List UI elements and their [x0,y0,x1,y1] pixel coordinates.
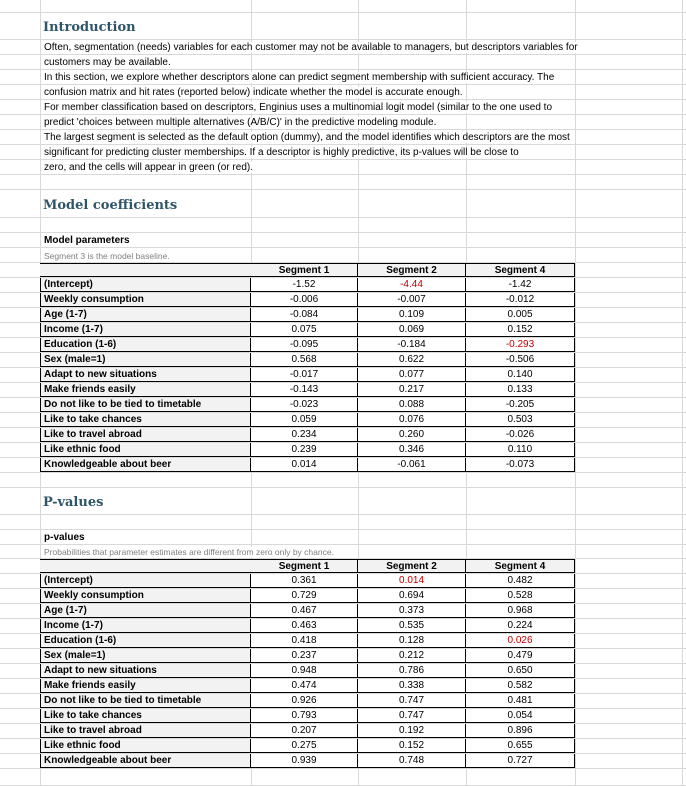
value-cell[interactable]: 0.479 [466,649,575,663]
value-cell[interactable]: 0.694 [358,589,466,603]
intro-text-row [0,85,686,100]
section-heading: Introduction [43,20,136,35]
intro-text-row [0,70,686,85]
value-cell[interactable]: 0.582 [466,679,575,693]
value-cell[interactable]: 0.152 [358,739,466,753]
value-cell[interactable]: 0.418 [251,634,358,648]
row-label: Education (1-6) [40,634,251,648]
row-label: (Intercept) [40,278,251,292]
column-header: Segment 2 [358,263,466,277]
intro-text-line: predict 'choices between multiple alternatives (A/B/C)' in the predictive modeling module. [44,117,437,128]
value-cell[interactable]: 0.467 [251,604,358,618]
value-cell[interactable]: 0.234 [251,428,358,442]
intro-text-row [0,100,686,115]
value-cell[interactable]: -0.095 [251,338,358,352]
value-cell[interactable]: 0.059 [251,413,358,427]
intro-text-row [0,115,686,130]
value-cell[interactable]: 0.260 [358,428,466,442]
value-cell[interactable]: 0.650 [466,664,575,678]
value-cell[interactable]: 0.568 [251,353,358,367]
intro-text-line: significant for predicting cluster memberships. If a descriptor is highly predictive, its p-values will be close to [44,147,519,158]
intro-heading-row [0,13,686,40]
table-row [0,413,686,428]
value-cell[interactable]: -0.084 [251,308,358,322]
table-subtitle: Probabilities that parameter estimates are different from zero only by chance. [44,547,334,557]
value-cell[interactable]: -0.061 [358,458,466,472]
value-cell[interactable]: 0.939 [251,754,358,768]
value-cell[interactable]: 0.748 [358,754,466,768]
value-cell[interactable]: 0.014 [251,458,358,472]
table-row [0,428,686,443]
value-cell[interactable]: 0.128 [358,634,466,648]
value-cell[interactable]: 0.152 [466,323,575,337]
value-cell[interactable]: 0.026 [466,634,575,648]
row-label: Like ethnic food [40,443,251,457]
intro-text-row [0,145,686,160]
column-header: Segment 4 [466,559,575,573]
column-header: Segment 2 [358,559,466,573]
table-title: Model parameters [44,235,130,246]
intro-text-line: zero, and the cells will appear in green (or red). [44,162,253,173]
row-label: Do not like to be tied to timetable [40,398,251,412]
sheet-row [0,769,686,786]
value-cell[interactable]: 0.896 [466,724,575,738]
row-label: Income (1-7) [40,619,251,633]
value-cell[interactable]: -0.293 [466,338,575,352]
table-row [0,368,686,383]
value-cell[interactable]: -0.073 [466,458,575,472]
column-header: Segment 1 [251,559,358,573]
intro-text-line: The largest segment is selected as the default option (dummy), and the model identifies which descriptors are the most [44,132,570,143]
sheet-row [0,0,686,13]
value-cell[interactable]: -1.52 [251,278,358,292]
value-cell[interactable]: 0.482 [466,574,575,588]
table-row [0,664,686,679]
table-subtitle: Segment 3 is the model baseline. [44,251,170,261]
value-cell[interactable]: 0.338 [358,679,466,693]
intro-text-row [0,55,686,70]
table-row [0,323,686,338]
row-label: Education (1-6) [40,338,251,352]
sheet-row [0,175,686,190]
row-label: Make friends easily [40,679,251,693]
table-title-row [0,530,686,545]
table-row [0,278,686,293]
table-row [0,574,686,589]
value-cell[interactable]: 0.948 [251,664,358,678]
row-label: Knowledgeable about beer [40,754,251,768]
value-cell[interactable]: 0.192 [358,724,466,738]
header-corner [40,559,251,573]
row-label: Age (1-7) [40,308,251,322]
value-cell[interactable]: 0.140 [466,368,575,382]
value-cell[interactable]: 0.005 [466,308,575,322]
table-row [0,709,686,724]
row-label: Adapt to new situations [40,368,251,382]
value-cell[interactable]: 0.361 [251,574,358,588]
value-cell[interactable]: -0.007 [358,293,466,307]
value-cell[interactable]: 0.727 [466,754,575,768]
value-cell[interactable]: -0.143 [251,383,358,397]
intro-text-row [0,130,686,145]
value-cell[interactable]: -0.023 [251,398,358,412]
value-cell[interactable]: -0.026 [466,428,575,442]
table-row [0,589,686,604]
value-cell[interactable]: 0.535 [358,619,466,633]
value-cell[interactable]: 0.463 [251,619,358,633]
row-label: Income (1-7) [40,323,251,337]
value-cell[interactable]: 0.747 [358,709,466,723]
table-row [0,308,686,323]
table-row [0,649,686,664]
row-label: Weekly consumption [40,589,251,603]
row-label: Like to travel abroad [40,428,251,442]
sheet-row [0,515,686,530]
value-cell[interactable]: 0.014 [358,574,466,588]
row-label: Like to take chances [40,709,251,723]
header-corner [40,263,251,277]
value-cell[interactable]: 0.075 [251,323,358,337]
row-label: Adapt to new situations [40,664,251,678]
value-cell[interactable]: 0.747 [358,694,466,708]
table-row [0,398,686,413]
section-heading: Model coefficients [43,198,178,213]
intro-text-line: customers may be available. [44,57,171,68]
table-header-row [0,263,686,278]
value-cell[interactable]: 0.793 [251,709,358,723]
value-cell[interactable]: 0.373 [358,604,466,618]
row-label: Like ethnic food [40,739,251,753]
table-row [0,754,686,769]
value-cell[interactable]: -0.184 [358,338,466,352]
table-header-row [0,559,686,574]
value-cell[interactable]: 0.212 [358,649,466,663]
value-cell[interactable]: -4.44 [358,278,466,292]
value-cell[interactable]: 0.481 [466,694,575,708]
value-cell[interactable]: -0.205 [466,398,575,412]
column-header: Segment 4 [466,263,575,277]
value-cell[interactable]: 0.076 [358,413,466,427]
table-row [0,679,686,694]
row-label: Sex (male=1) [40,353,251,367]
table-row [0,353,686,368]
value-cell[interactable]: 0.054 [466,709,575,723]
row-label: Weekly consumption [40,293,251,307]
value-cell[interactable]: 0.239 [251,443,358,457]
column-header: Segment 1 [251,263,358,277]
row-label: Age (1-7) [40,604,251,618]
value-cell[interactable]: 0.346 [358,443,466,457]
intro-text-line: For member classification based on descriptors, Enginius uses a multinomial logit model (similar to the one used to [44,102,553,113]
row-label: Do not like to be tied to timetable [40,694,251,708]
value-cell[interactable]: 0.655 [466,739,575,753]
intro-text-row [0,40,686,55]
table-row [0,634,686,649]
value-cell[interactable]: 0.109 [358,308,466,322]
table-row [0,338,686,353]
value-cell[interactable]: 0.503 [466,413,575,427]
table-row [0,383,686,398]
table-row [0,724,686,739]
value-cell[interactable]: 0.729 [251,589,358,603]
value-cell[interactable]: -0.017 [251,368,358,382]
value-cell[interactable]: 0.069 [358,323,466,337]
table-subtitle-row [0,248,686,263]
row-label: Sex (male=1) [40,649,251,663]
table-row [0,619,686,634]
value-cell[interactable]: 0.926 [251,694,358,708]
table-row [0,443,686,458]
sheet-row [0,473,686,488]
value-cell[interactable]: 0.275 [251,739,358,753]
value-cell[interactable]: 0.207 [251,724,358,738]
table-row [0,293,686,308]
intro-text-line: Often, segmentation (needs) variables for each customer may not be available to managers, but descriptors variables for [44,42,578,53]
row-label: Make friends easily [40,383,251,397]
table-row [0,458,686,473]
value-cell[interactable]: 0.224 [466,619,575,633]
table-subtitle-row [0,545,686,559]
value-cell[interactable]: -0.012 [466,293,575,307]
value-cell[interactable]: 0.088 [358,398,466,412]
row-label: Like to take chances [40,413,251,427]
value-cell[interactable]: -1.42 [466,278,575,292]
value-cell[interactable]: 0.077 [358,368,466,382]
table-row [0,604,686,619]
intro-text-row [0,160,686,175]
table-title: p-values [44,532,85,543]
row-label: (Intercept) [40,574,251,588]
value-cell[interactable]: -0.506 [466,353,575,367]
value-cell[interactable]: 0.133 [466,383,575,397]
value-cell[interactable]: -0.006 [251,293,358,307]
table-row [0,694,686,709]
value-cell[interactable]: 0.528 [466,589,575,603]
row-label: Knowledgeable about beer [40,458,251,472]
sheet-row [0,218,686,233]
value-cell[interactable]: 0.968 [466,604,575,618]
section-heading: P-values [43,495,104,510]
intro-text-line: In this section, we explore whether descriptors alone can predict segment membership with sufficient accuracy. The [44,72,555,83]
intro-text-line: confusion matrix and hit rates (reported below) indicate whether the model is accurate enough. [44,87,463,98]
table-row [0,739,686,754]
section-heading-row [0,488,686,515]
row-label: Like to travel abroad [40,724,251,738]
value-cell[interactable]: 0.110 [466,443,575,457]
value-cell[interactable]: 0.786 [358,664,466,678]
value-cell[interactable]: 0.217 [358,383,466,397]
value-cell[interactable]: 0.474 [251,679,358,693]
value-cell[interactable]: 0.237 [251,649,358,663]
value-cell[interactable]: 0.622 [358,353,466,367]
section-heading-row [0,190,686,218]
table-title-row [0,233,686,248]
